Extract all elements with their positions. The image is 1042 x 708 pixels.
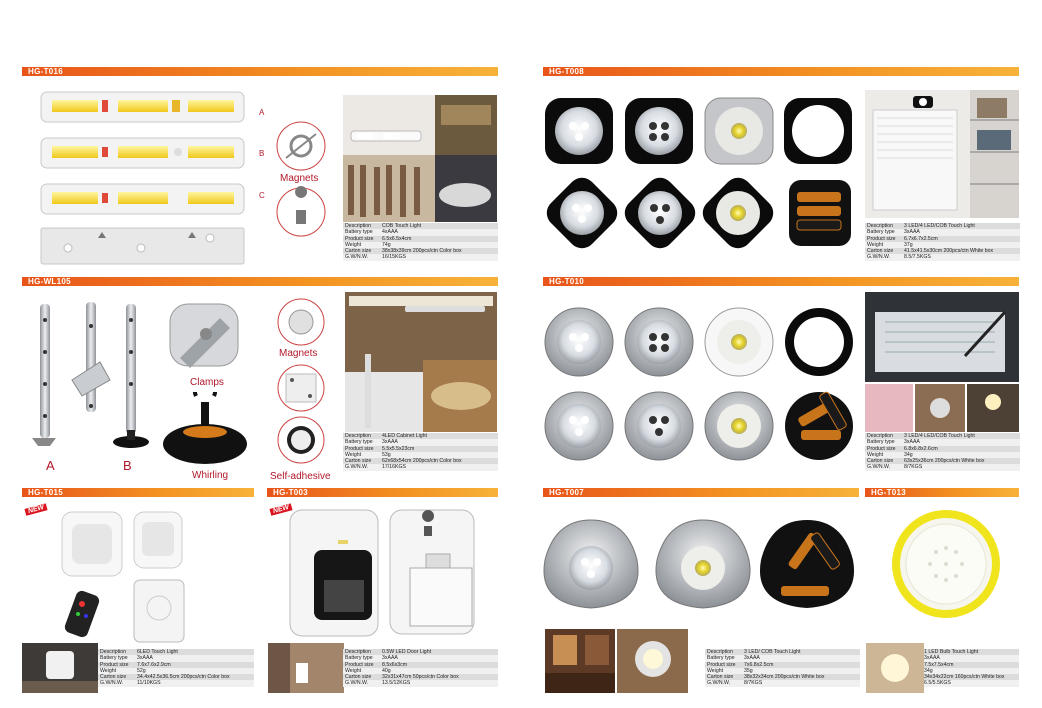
t016-spec-table xyxy=(343,223,498,261)
spec-value: 6LED Touch Light xyxy=(137,649,178,655)
spec-key: G.W/N.W. xyxy=(345,680,369,687)
t010-battery-back xyxy=(785,391,853,460)
spec-value: 6.8x6.8x2.6cm xyxy=(904,445,938,452)
section-title: HG-T013 xyxy=(871,488,906,497)
section-title: HG-WL105 xyxy=(28,277,71,286)
spec-value: 8.5x6x3cm xyxy=(382,661,408,668)
spec-value: 5.5x5.5x23cm xyxy=(382,445,415,452)
spec-value: 3 LED/4 LED/COB Touch Light xyxy=(904,433,975,439)
variant-label-a: A xyxy=(46,458,55,473)
section-title: HG-T007 xyxy=(549,488,584,497)
spec-key: Product size xyxy=(345,661,374,668)
spec-key: Carton size xyxy=(345,458,372,465)
new-badge: NEW xyxy=(269,503,292,516)
spec-value: 38x32x34cm 200pcs/ctn White box xyxy=(744,674,825,681)
spec-key: Battery type xyxy=(345,439,373,446)
spec-key: Battery type xyxy=(100,655,128,662)
t013-spec-table xyxy=(924,649,1019,687)
t007-triangle-3led xyxy=(544,520,638,608)
t008-square-black-ring xyxy=(784,98,852,164)
spec-value: 8.5/7.5KGS xyxy=(904,254,931,261)
spec-key: Weight xyxy=(345,451,362,458)
section-header-t010 xyxy=(543,277,1019,286)
wl105-lifestyle-photo xyxy=(345,292,497,432)
spec-value: 4xAAA xyxy=(382,229,398,236)
stick-rotating xyxy=(72,302,110,412)
wl105-clamp-image xyxy=(164,298,244,378)
new-badge: NEW xyxy=(24,503,47,516)
spec-value: 6.5/5.5KGS xyxy=(924,680,951,687)
section-title: HG-T003 xyxy=(273,488,308,497)
wl105-product-sticks xyxy=(30,296,158,458)
spec-key: Description xyxy=(867,433,893,439)
t007-lifestyle-photo-2 xyxy=(617,629,688,693)
spec-value: 40g xyxy=(382,667,391,674)
option-label-a: A xyxy=(259,108,265,117)
spec-key: Battery type xyxy=(345,655,373,662)
spec-value: 6.5x6.5x4cm xyxy=(382,235,412,242)
section-title: HG-T010 xyxy=(549,277,584,286)
t008-square-silver-cob xyxy=(705,98,773,164)
section-header-t007 xyxy=(543,488,859,497)
spec-row xyxy=(343,254,498,260)
spec-value: 3 LED/ COB Touch Light xyxy=(744,649,801,655)
t010-round-3led xyxy=(545,308,613,376)
spec-value: 7x6.8x2.5cm xyxy=(744,661,774,668)
t003-lifestyle-photo xyxy=(268,643,344,693)
t010-round-cob xyxy=(705,308,773,376)
t008-square-black-4led xyxy=(625,98,693,164)
t010-round-4led xyxy=(625,308,693,376)
spec-key: Description xyxy=(100,649,126,655)
spec-key: Weight xyxy=(867,241,884,248)
spec-key: G.W/N.W. xyxy=(345,254,369,261)
spec-row xyxy=(865,254,1020,260)
spec-value: 6.7x6.7x2.5cm xyxy=(904,235,938,242)
spec-value: 32x31x47cm 50pcs/ctn Color box xyxy=(382,674,459,681)
t007-lifestyle-photo-1 xyxy=(545,629,615,693)
t013-product-image xyxy=(890,508,1002,620)
spec-key: Weight xyxy=(707,667,724,674)
spec-value: 63x25x36cm 200pcs/ctn White box xyxy=(904,458,985,465)
spec-key: Carton size xyxy=(345,248,372,255)
t007-spec-table xyxy=(705,649,860,687)
spec-key: Battery type xyxy=(867,229,895,236)
spec-key: Product size xyxy=(867,445,896,452)
clamps-label: Clamps xyxy=(190,377,224,388)
spec-value: 62x68x54cm 200pcs/ctn Color box xyxy=(382,458,462,465)
light-bar-c xyxy=(41,184,244,214)
spec-key: Weight xyxy=(867,451,884,458)
spec-key: Weight xyxy=(345,667,362,674)
spec-value: 38x38x39cm 200pcs/ctn Color box xyxy=(382,248,462,255)
option-label-c: C xyxy=(259,191,265,200)
section-header-t003 xyxy=(267,488,498,497)
spec-row xyxy=(343,680,498,686)
stick-b xyxy=(113,304,149,448)
wl105-mount-icons xyxy=(274,298,328,466)
magnets-label: Magnets xyxy=(280,173,319,184)
whirling-label: Whirling xyxy=(192,470,229,481)
spec-value: 3xAAA xyxy=(904,439,920,446)
spec-key: Product size xyxy=(345,445,374,452)
spec-value: 17/16KGS xyxy=(382,464,406,471)
spec-value: 52g xyxy=(137,667,146,674)
remote-control xyxy=(63,589,101,639)
spec-key: Product size xyxy=(867,235,896,242)
spec-value: 3xAAA xyxy=(382,439,398,446)
spec-key: Description xyxy=(345,433,371,439)
t007-triangle-cob xyxy=(656,520,750,608)
t008-square-black-3led xyxy=(545,98,613,164)
spec-key: G.W/N.W. xyxy=(100,680,124,687)
spec-key: Description xyxy=(707,649,733,655)
spec-key: Product size xyxy=(707,661,736,668)
spec-row xyxy=(865,464,1020,470)
spec-value: 4LED Cabinet Light xyxy=(382,433,427,439)
spec-value: 34g xyxy=(924,667,933,674)
spec-value: 3xAAA xyxy=(382,655,398,662)
t008-battery-back xyxy=(789,180,851,246)
t010-product-grid xyxy=(543,302,859,472)
section-title: HG-T016 xyxy=(28,67,63,76)
section-header-wl105 xyxy=(22,277,498,286)
t008-diamond-black-4led xyxy=(619,172,701,254)
section-title: HG-T008 xyxy=(549,67,584,76)
spec-key: Battery type xyxy=(345,229,373,236)
spec-value: 7.6x7.6x2.9cm xyxy=(137,661,171,668)
t015-spec-table xyxy=(98,649,254,687)
wl105-whirling-image xyxy=(160,392,250,470)
t015-product-images xyxy=(56,508,186,644)
spec-key: Battery type xyxy=(707,655,735,662)
spec-key: G.W/N.W. xyxy=(707,680,731,687)
spec-row xyxy=(705,680,860,686)
spec-key: G.W/N.W. xyxy=(867,254,891,261)
spec-value: 41.5x41.5x30cm 200pcs/ctn White box xyxy=(904,248,994,255)
t008-spec-table xyxy=(865,223,1020,261)
spec-value: 16/15KGS xyxy=(382,254,406,261)
t008-product-grid xyxy=(543,90,859,262)
spec-value: 3 LED/4 LED/COB Touch Light xyxy=(904,223,975,229)
spec-key: Carton size xyxy=(345,674,372,681)
t010-lifestyle-photo xyxy=(865,292,1019,432)
spec-key: Product size xyxy=(345,235,374,242)
spec-key: Description xyxy=(867,223,893,229)
spec-row xyxy=(343,464,498,470)
spec-value: 35g xyxy=(744,667,753,674)
spec-key: Weight xyxy=(100,667,117,674)
spec-value: 3xAAA xyxy=(924,655,940,662)
t008-lifestyle-photo xyxy=(865,90,1019,218)
light-bar-a xyxy=(41,92,244,122)
spec-value: 0.5W LED Door Light xyxy=(382,649,432,655)
spec-value: 8/7KGS xyxy=(904,464,923,471)
t007-product-images xyxy=(543,516,859,612)
section-header-t008 xyxy=(543,67,1019,76)
spec-value: 34.4x42.5x36.5cm 200pcs/ctn Color box xyxy=(137,674,230,681)
spec-value: 53g xyxy=(382,451,391,458)
t008-diamond-black-cob xyxy=(697,172,779,254)
t010-round-3led-b xyxy=(545,392,613,460)
option-label-b: B xyxy=(259,149,265,158)
light-bar-b xyxy=(41,138,244,168)
spec-row xyxy=(924,680,1019,686)
spec-key: Carton size xyxy=(707,674,734,681)
t015-lifestyle-photo xyxy=(22,643,98,693)
t003-spec-table xyxy=(343,649,498,687)
spec-key: G.W/N.W. xyxy=(345,464,369,471)
spec-key: Description xyxy=(345,649,371,655)
spec-value: 8/7KGS xyxy=(744,680,763,687)
spec-key: Weight xyxy=(345,241,362,248)
t010-round-4led-b xyxy=(625,392,693,460)
t008-diamond-black-3led xyxy=(543,172,623,254)
spec-key: Description xyxy=(345,223,371,229)
t013-lifestyle-photo xyxy=(866,643,924,693)
wl105-spec-table xyxy=(343,433,498,471)
section-header-t013 xyxy=(865,488,1019,497)
t010-round-ring xyxy=(785,308,853,376)
section-header-t016 xyxy=(22,67,498,76)
t010-spec-table xyxy=(865,433,1020,471)
spec-value: 3xAAA xyxy=(137,655,153,662)
spec-key: Carton size xyxy=(867,248,894,255)
spec-value: 3xAAA xyxy=(904,229,920,236)
t007-battery-back xyxy=(760,520,854,608)
magnets-label: Magnets xyxy=(279,348,318,359)
variant-label-b: B xyxy=(123,458,132,473)
t016-lifestyle-photo xyxy=(343,95,497,222)
spec-value: 11/10KGS xyxy=(137,680,161,687)
spec-value: 3xAAA xyxy=(744,655,760,662)
t003-product-images xyxy=(288,508,484,640)
spec-key: G.W/N.W. xyxy=(867,464,891,471)
spec-key: Product size xyxy=(100,661,129,668)
t016-product-bars xyxy=(38,88,248,268)
spec-value: 37g xyxy=(904,241,913,248)
spec-value: COB Touch Light xyxy=(382,223,422,229)
spec-row xyxy=(98,680,254,686)
t010-round-cob-b xyxy=(705,392,773,460)
self-adhesive-label: Self-adhesive xyxy=(270,471,331,482)
spec-value: 13.5/12KGS xyxy=(382,680,411,687)
spec-value: 1 LED Bulb Touch Light xyxy=(924,649,979,655)
spec-value: 7.5x7.5x4cm xyxy=(924,661,954,668)
stick-a xyxy=(32,304,56,446)
spec-value: 34x34x22cm 160pcs/ctn White box xyxy=(924,674,1005,681)
light-bar-back xyxy=(41,228,244,264)
spec-key: Carton size xyxy=(100,674,127,681)
section-title: HG-T015 xyxy=(28,488,63,497)
spec-key: Battery type xyxy=(867,439,895,446)
spec-value: 74g xyxy=(382,241,391,248)
spec-key: Carton size xyxy=(867,458,894,465)
spec-value: 34g xyxy=(904,451,913,458)
section-header-t015 xyxy=(22,488,254,497)
